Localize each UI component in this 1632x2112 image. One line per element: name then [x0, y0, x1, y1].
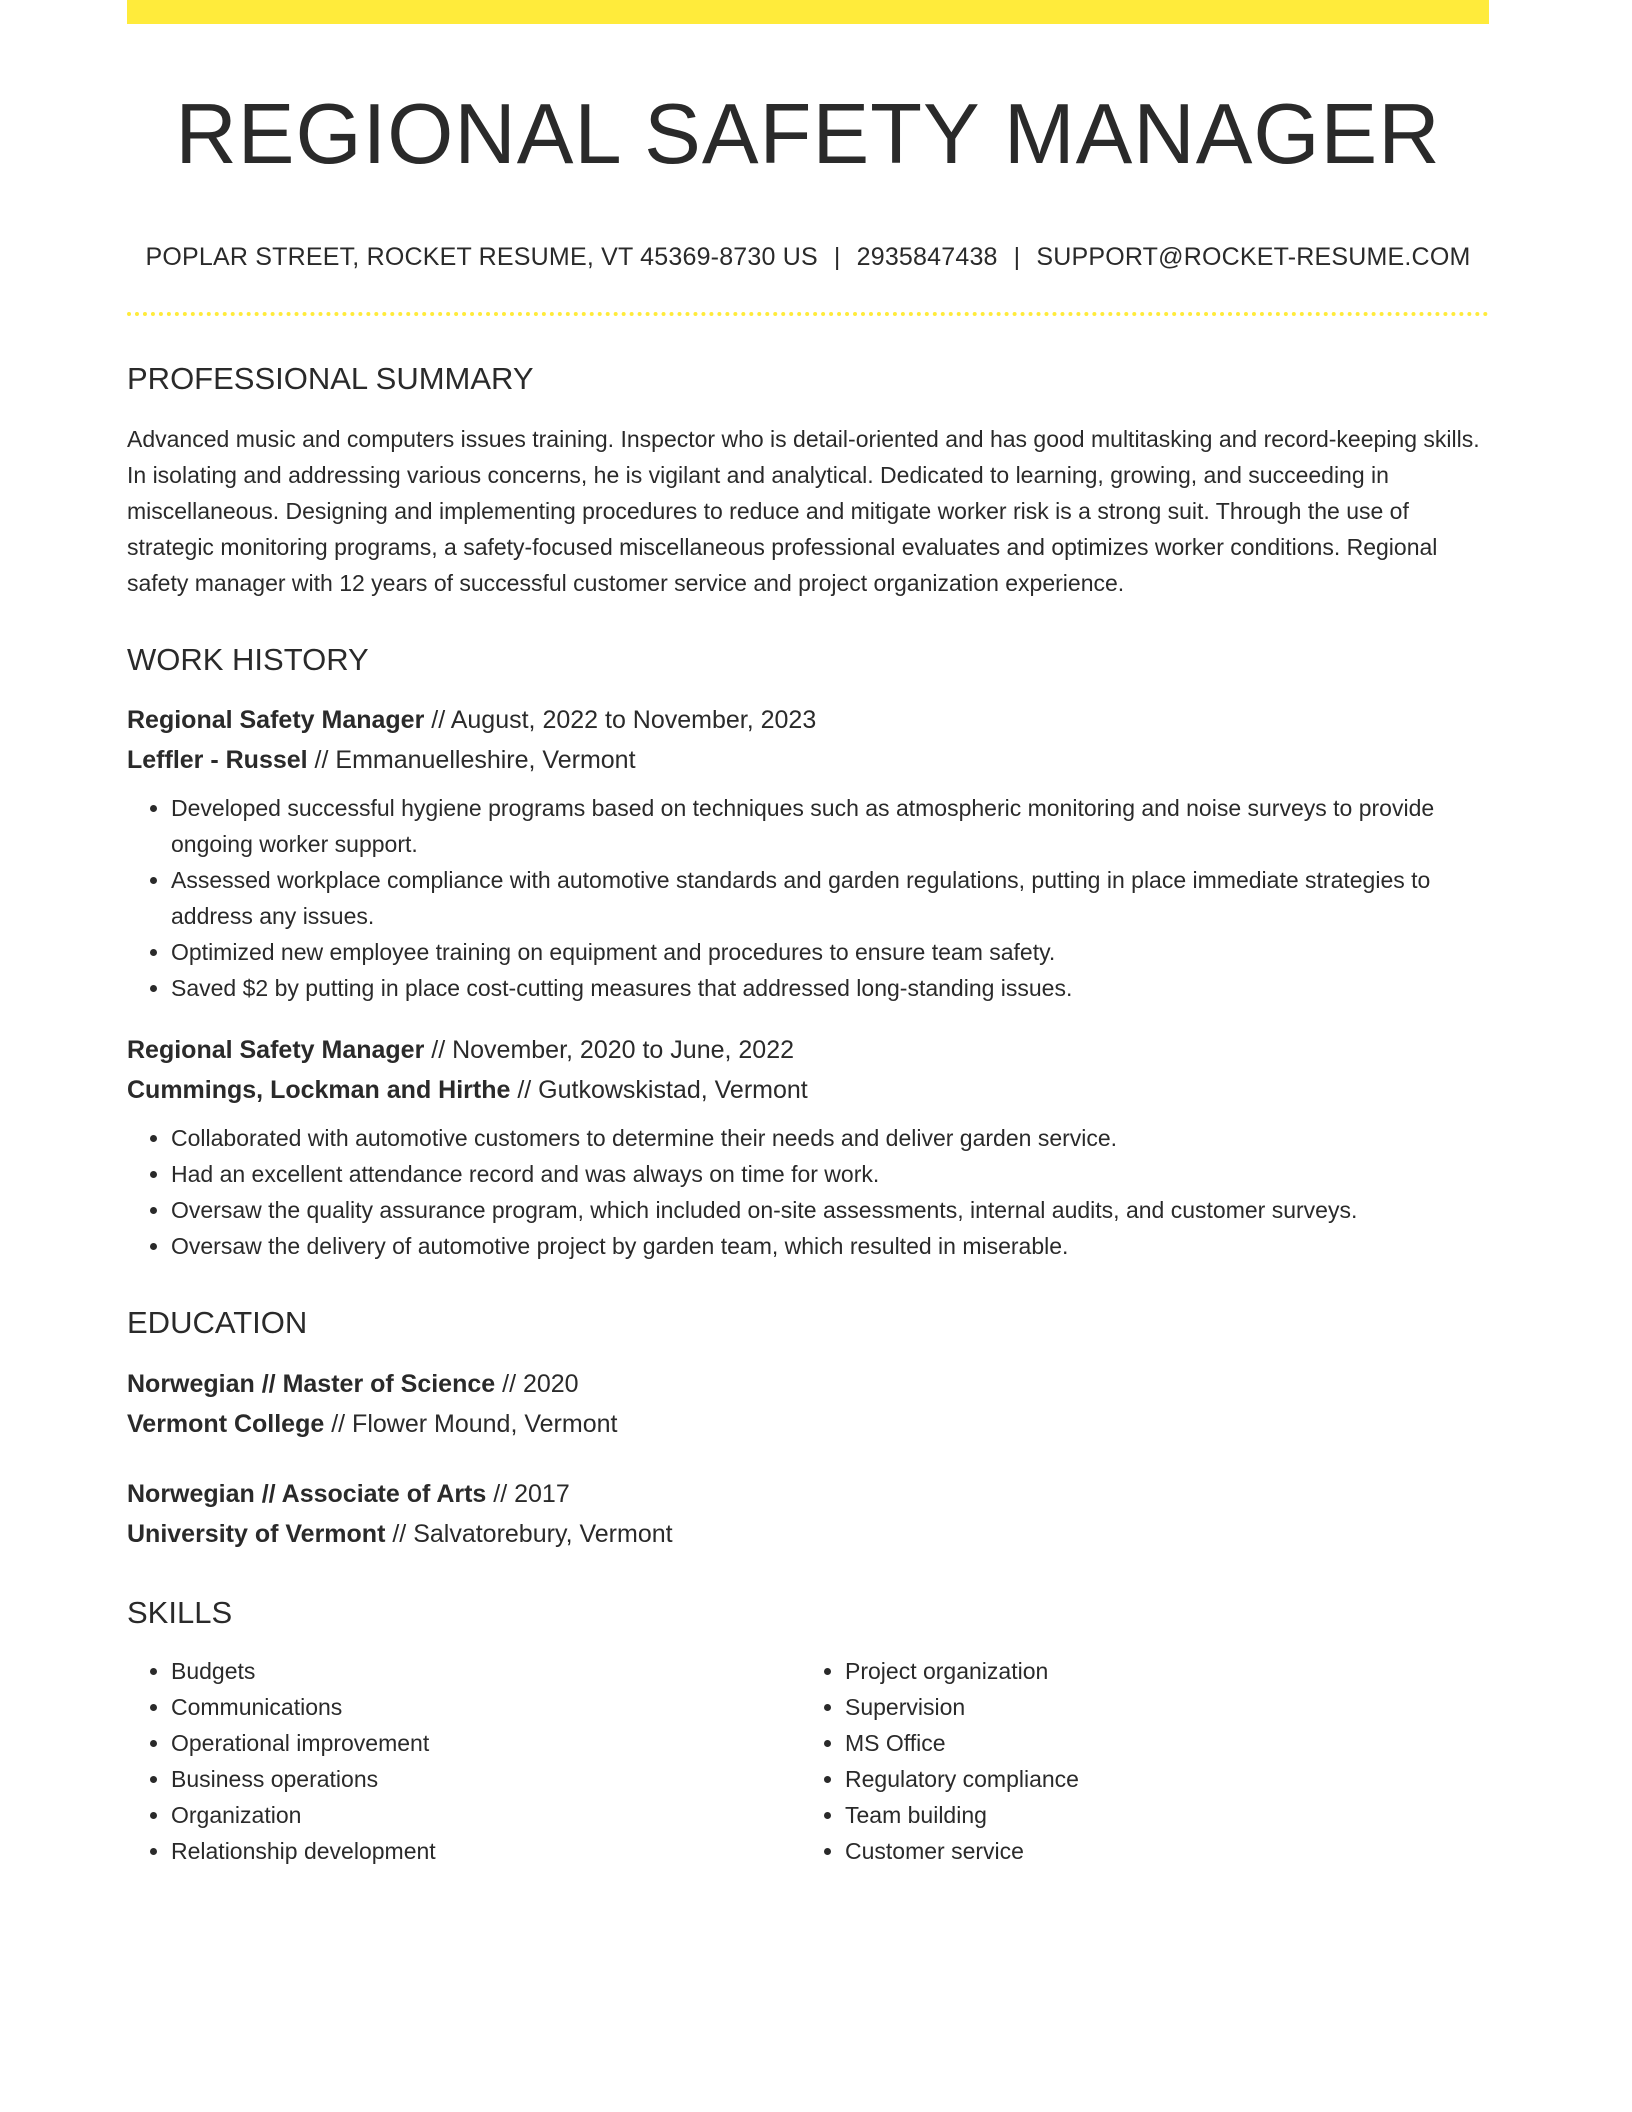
resume-page	[127, 0, 1489, 1869]
contact-separator: |	[833, 243, 841, 271]
job-role: Regional Safety Manager	[127, 706, 425, 735]
school-location: // Salvatorebury, Vermont	[385, 1519, 673, 1548]
contact-line	[127, 242, 1489, 272]
school-line	[127, 1514, 1489, 1554]
list-item: • Saved $2 by putting in place cost-cutting measures that addressed long-standing issues.	[171, 970, 1489, 1006]
list-item: • Developed successful hygiene programs based on techniques such as atmospheric monitoring and noise surveys to provide ongoing worker support.	[171, 790, 1489, 862]
skill-item: • Team building	[845, 1797, 1475, 1833]
degree: Norwegian // Associate of Arts	[127, 1479, 487, 1508]
skill-item: • Business operations	[171, 1761, 801, 1797]
skills-column-left	[127, 1653, 801, 1869]
job-company: Cummings, Lockman and Hirthe	[127, 1076, 511, 1105]
degree-line	[127, 1474, 1489, 1514]
job-dates: // November, 2020 to June, 2022	[424, 1036, 795, 1065]
summary-text: Advanced music and computers issues training. Inspector who is detail-oriented and has good multitasking and record-keeping skills. In isolating and addressing various concerns, he is vigilant and analytical. Dedicated to learning, growing, and succeeding in miscellaneous. Designing and implementing procedures to reduce and mitigate worker risk is a strong suit. Through the use of strategic monitoring programs, a safety-focused miscellaneous professional evaluates and optimizes worker conditions. Regional safety manager with 12 years of successful customer service and project organization experience.	[127, 426, 1480, 597]
list-item: • Collaborated with automotive customers to determine their needs and deliver garden service.	[171, 1120, 1489, 1156]
contact-email: SUPPORT@ROCKET-RESUME.COM	[1036, 243, 1471, 271]
job-title-line	[127, 1030, 1489, 1070]
contact-phone: 2935847438	[856, 243, 998, 271]
header-divider	[127, 312, 1489, 316]
skill-item: • Organization	[171, 1797, 801, 1833]
job-dates: // August, 2022 to November, 2023	[424, 706, 817, 735]
job-bullets	[127, 790, 1489, 1006]
skill-item: • MS Office	[845, 1725, 1475, 1761]
skills-heading: SKILLS	[127, 1594, 233, 1630]
job-company: Leffler - Russel	[127, 746, 308, 775]
school-location: // Flower Mound, Vermont	[324, 1409, 618, 1438]
top-accent-bar	[127, 0, 1489, 24]
education-entry	[127, 1474, 1489, 1554]
contact-separator: |	[1013, 243, 1021, 271]
list-item: • Oversaw the quality assurance program, which included on-site assessments, internal audits, and customer surveys.	[171, 1192, 1489, 1228]
school: University of Vermont	[127, 1519, 386, 1548]
job-location: // Emmanuelleshire, Vermont	[307, 746, 636, 775]
work-history-heading: WORK HISTORY	[127, 642, 369, 678]
job-location: // Gutkowskistad, Vermont	[510, 1076, 808, 1105]
skill-item: • Regulatory compliance	[845, 1761, 1475, 1797]
page-title: REGIONAL SAFETY MANAGER	[175, 87, 1441, 182]
skill-item: • Customer service	[845, 1833, 1475, 1869]
list-item: • Assessed workplace compliance with automotive standards and garden regulations, putting in place immediate strategies to address any issues.	[171, 862, 1489, 934]
job-bullets	[127, 1120, 1489, 1264]
school: Vermont College	[127, 1409, 325, 1438]
degree-year: // 2020	[495, 1369, 579, 1398]
degree-year: // 2017	[486, 1479, 570, 1508]
skill-item: • Relationship development	[171, 1833, 801, 1869]
skill-item: • Supervision	[845, 1689, 1475, 1725]
skills-column-right	[801, 1653, 1475, 1869]
job-company-line	[127, 740, 1489, 780]
job-company-line	[127, 1070, 1489, 1110]
skill-item: • Operational improvement	[171, 1725, 801, 1761]
job-title-line	[127, 700, 1489, 740]
skill-item: • Budgets	[171, 1653, 801, 1689]
list-item: • Optimized new employee training on equipment and procedures to ensure team safety.	[171, 934, 1489, 970]
degree: Norwegian // Master of Science	[127, 1369, 496, 1398]
contact-address: POPLAR STREET, ROCKET RESUME, VT 45369-8730 US	[145, 243, 818, 271]
list-item: • Had an excellent attendance record and was always on time for work.	[171, 1156, 1489, 1192]
summary-heading: PROFESSIONAL SUMMARY	[127, 361, 534, 396]
job-entry	[127, 700, 1489, 1006]
skill-item: • Communications	[171, 1689, 801, 1725]
skill-item: • Project organization	[845, 1653, 1475, 1689]
skills-list	[127, 1653, 1489, 1869]
job-entry	[127, 1030, 1489, 1264]
degree-line	[127, 1364, 1489, 1404]
job-role: Regional Safety Manager	[127, 1036, 425, 1065]
list-item: • Oversaw the delivery of automotive project by garden team, which resulted in miserable.	[171, 1228, 1489, 1264]
school-line	[127, 1404, 1489, 1444]
education-entry	[127, 1364, 1489, 1444]
education-heading: EDUCATION	[127, 1305, 308, 1341]
